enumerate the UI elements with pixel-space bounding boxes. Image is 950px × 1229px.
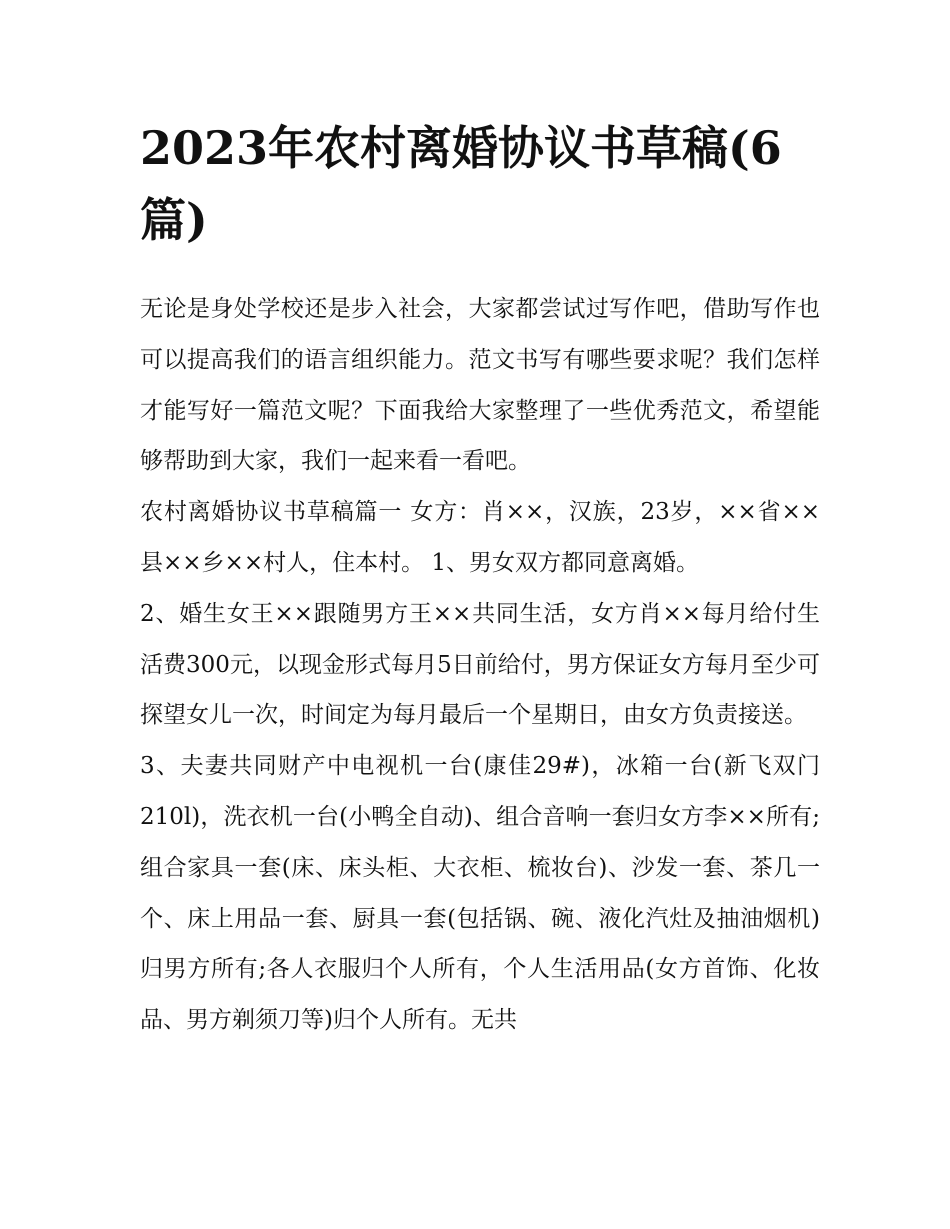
document-title: 2023年农村离婚协议书草稿(6篇) xyxy=(140,121,782,247)
document-body xyxy=(140,284,820,1046)
paragraph-intro: 无论是身处学校还是步入社会，大家都尝试过写作吧，借助写作也可以提高我们的语言组织能力。范文书写有哪些要求呢？我们怎样才能写好一篇范文呢？下面我给大家整理了一些优秀范文，希望能够帮助到大家，我们一起来看一看吧。 xyxy=(140,296,820,475)
document-page xyxy=(140,112,820,1046)
paragraph-custody: 2、婚生女王××跟随男方王××共同生活，女方肖××每月给付生活费300元，以现金形式每月5日前给付，男方保证女方每月至少可探望女儿一次，时间定为每月最后一个星期日，由女方负责接送。 xyxy=(140,600,820,729)
paragraph-party-info: 农村离婚协议书草稿篇一 女方：肖××，汉族，23岁，××省××县××乡××村人，住本村。 1、男女双方都同意离婚。 xyxy=(140,499,820,576)
paragraph-property: 3、夫妻共同财产中电视机一台(康佳29#)，冰箱一台(新飞双门210l)，洗衣机一台(小鸭全自动)、组合音响一套归女方李××所有;组合家具一套(床、床头柜、大衣柜、梳妆台)、沙发一套、茶几一个、床上用品一套、厨具一套(包括锅、碗、液化汽灶及抽油烟机)归男方所有;各人衣服归个人所有，个人生活用品(女方首饰、化妆品、男方剃须刀等)归个人所有。无共 xyxy=(140,753,820,1034)
